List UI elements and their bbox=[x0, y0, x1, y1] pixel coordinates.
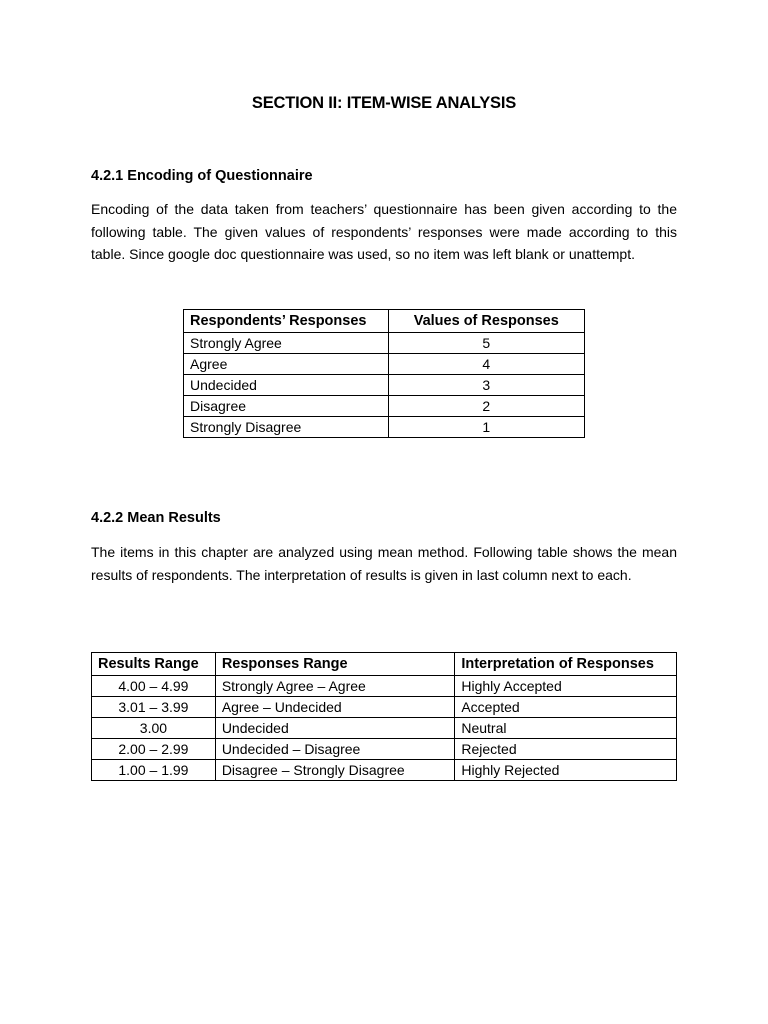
column-header: Respondents’ Responses bbox=[184, 310, 389, 333]
table-row bbox=[92, 718, 677, 739]
table-row bbox=[184, 417, 585, 438]
table-row bbox=[184, 396, 585, 417]
table-cell: Highly Accepted bbox=[455, 676, 677, 697]
table-row bbox=[184, 333, 585, 354]
section-heading-encoding: 4.2.1 Encoding of Questionnaire bbox=[91, 168, 313, 184]
table-row bbox=[184, 375, 585, 396]
table-cell: Strongly Agree bbox=[184, 333, 389, 354]
encoding-table bbox=[183, 309, 585, 438]
table-cell: 3.00 bbox=[92, 718, 216, 739]
table-cell: Disagree – Strongly Disagree bbox=[215, 760, 455, 781]
table-row bbox=[92, 739, 677, 760]
table-cell: 3.01 – 3.99 bbox=[92, 697, 216, 718]
page-title: SECTION II: ITEM-WISE ANALYSIS bbox=[251, 94, 517, 112]
column-header: Results Range bbox=[92, 653, 216, 676]
encoding-paragraph: Encoding of the data taken from teachers’ questionnaire has been given according to the following table. The given values of respondents’ responses were made according to this table. Since google doc questionnaire was used, so no item was left blank or unattempt. bbox=[91, 201, 677, 262]
table-row bbox=[92, 697, 677, 718]
table-cell: 1 bbox=[388, 417, 584, 438]
table-cell: Accepted bbox=[455, 697, 677, 718]
table-cell: Strongly Agree – Agree bbox=[215, 676, 455, 697]
table-row bbox=[92, 760, 677, 781]
table-header-row bbox=[92, 653, 677, 676]
table-cell: Undecided – Disagree bbox=[215, 739, 455, 760]
table-cell: 4.00 – 4.99 bbox=[92, 676, 216, 697]
table-cell: Strongly Disagree bbox=[184, 417, 389, 438]
column-header: Interpretation of Responses bbox=[455, 653, 677, 676]
table-row bbox=[184, 354, 585, 375]
table-cell: Highly Rejected bbox=[455, 760, 677, 781]
column-header: Values of Responses bbox=[388, 310, 584, 333]
table-cell: Agree – Undecided bbox=[215, 697, 455, 718]
column-header: Responses Range bbox=[215, 653, 455, 676]
table-cell: Disagree bbox=[184, 396, 389, 417]
table-cell: 3 bbox=[388, 375, 584, 396]
table-cell: Undecided bbox=[215, 718, 455, 739]
table-cell: 2.00 – 2.99 bbox=[92, 739, 216, 760]
mean-results-table bbox=[91, 652, 677, 781]
table-cell: Agree bbox=[184, 354, 389, 375]
mean-results-paragraph: The items in this chapter are analyzed using mean method. Following table shows the mean results of respondents. The interpretation of results is given in last column next to each. bbox=[91, 544, 677, 583]
table-row bbox=[92, 676, 677, 697]
table-cell: Neutral bbox=[455, 718, 677, 739]
table-cell: 2 bbox=[388, 396, 584, 417]
table-header-row bbox=[184, 310, 585, 333]
table-cell: 1.00 – 1.99 bbox=[92, 760, 216, 781]
table-cell: 4 bbox=[388, 354, 584, 375]
table-cell: Undecided bbox=[184, 375, 389, 396]
table-cell: 5 bbox=[388, 333, 584, 354]
table-cell: Rejected bbox=[455, 739, 677, 760]
section-heading-mean-results: 4.2.2 Mean Results bbox=[91, 510, 221, 526]
